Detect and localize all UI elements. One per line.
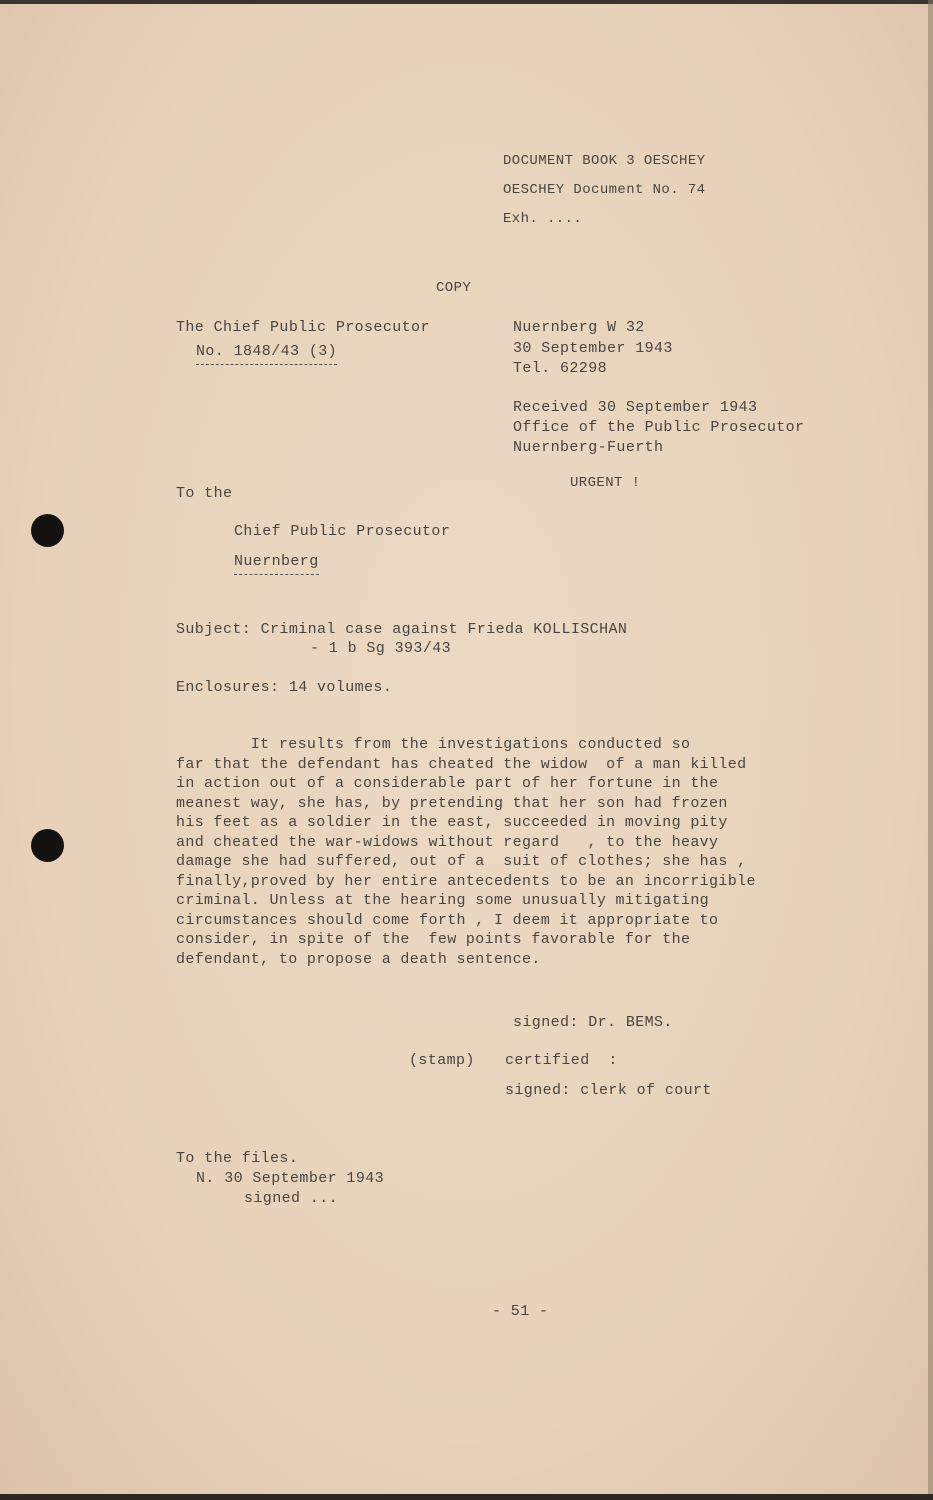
- subject-case-number: - 1 b Sg 393/43: [310, 640, 452, 657]
- body-line: circumstances should come forth , I deem it appropriate to: [176, 911, 719, 929]
- received-date: Received 30 September 1943: [513, 399, 758, 416]
- signed-by: signed: Dr. BEMS.: [513, 1014, 673, 1031]
- date: 30 September 1943: [513, 340, 673, 357]
- exhibit-number: Exh. ....: [503, 211, 583, 227]
- page-top-edge: [0, 0, 933, 4]
- document-number: OESCHEY Document No. 74: [503, 182, 706, 198]
- body-line: and cheated the war-widows without regard , to the heavy: [176, 833, 719, 851]
- addressee-city: Nuernberg: [234, 552, 319, 575]
- sender-title: The Chief Public Prosecutor: [176, 319, 430, 336]
- files-note-title: To the files.: [176, 1150, 299, 1167]
- body-line: far that the defendant has cheated the widow of a man killed: [176, 755, 747, 773]
- subject-line: Subject: Criminal case against Frieda KOLLISCHAN: [176, 621, 628, 638]
- body-line: finally,proved by her entire antecedents to be an incorrigible: [176, 872, 756, 890]
- body-line: his feet as a soldier in the east, succeeded in moving pity: [176, 814, 728, 831]
- punch-hole-top: [31, 514, 64, 547]
- files-note-date: N. 30 September 1943: [196, 1170, 385, 1187]
- body-line: criminal. Unless at the hearing some unusually mitigating: [176, 892, 710, 909]
- copy-label: COPY: [436, 280, 472, 296]
- body-line: damage she had suffered, out of a suit of clothes; she has ,: [176, 853, 747, 870]
- urgent-label: URGENT !: [570, 475, 641, 491]
- body-line: It results from the investigations conducted so: [176, 736, 691, 753]
- document-book-label: DOCUMENT BOOK 3 OESCHEY: [503, 153, 706, 169]
- stamp-label: (stamp): [409, 1052, 475, 1069]
- body-paragraph: [176, 735, 756, 969]
- files-note-signed: signed ...: [244, 1190, 339, 1207]
- sender-reference: No. 1848/43 (3): [196, 342, 337, 365]
- clerk-signature: signed: clerk of court: [505, 1082, 712, 1099]
- addressee-to: To the: [176, 485, 233, 502]
- addressee-title: Chief Public Prosecutor: [234, 523, 451, 540]
- body-line: in action out of a considerable part of her fortune in the: [176, 775, 719, 792]
- telephone: Tel. 62298: [513, 360, 608, 377]
- body-line: meanest way, she has, by pretending that her son had frozen: [176, 794, 728, 812]
- body-line: defendant, to propose a death sentence.: [176, 950, 541, 968]
- place: Nuernberg W 32: [513, 319, 645, 336]
- enclosures: Enclosures: 14 volumes.: [176, 679, 393, 696]
- received-office: Office of the Public Prosecutor: [513, 419, 805, 436]
- page-bottom-edge: [0, 1494, 933, 1500]
- page-number: - 51 -: [492, 1303, 549, 1320]
- page-right-edge: [928, 0, 933, 1500]
- punch-hole-bottom: [31, 829, 64, 862]
- body-line: consider, in spite of the few points favorable for the: [176, 931, 691, 948]
- received-city: Nuernberg-Fuerth: [513, 439, 664, 456]
- certified-label: certified :: [505, 1052, 618, 1069]
